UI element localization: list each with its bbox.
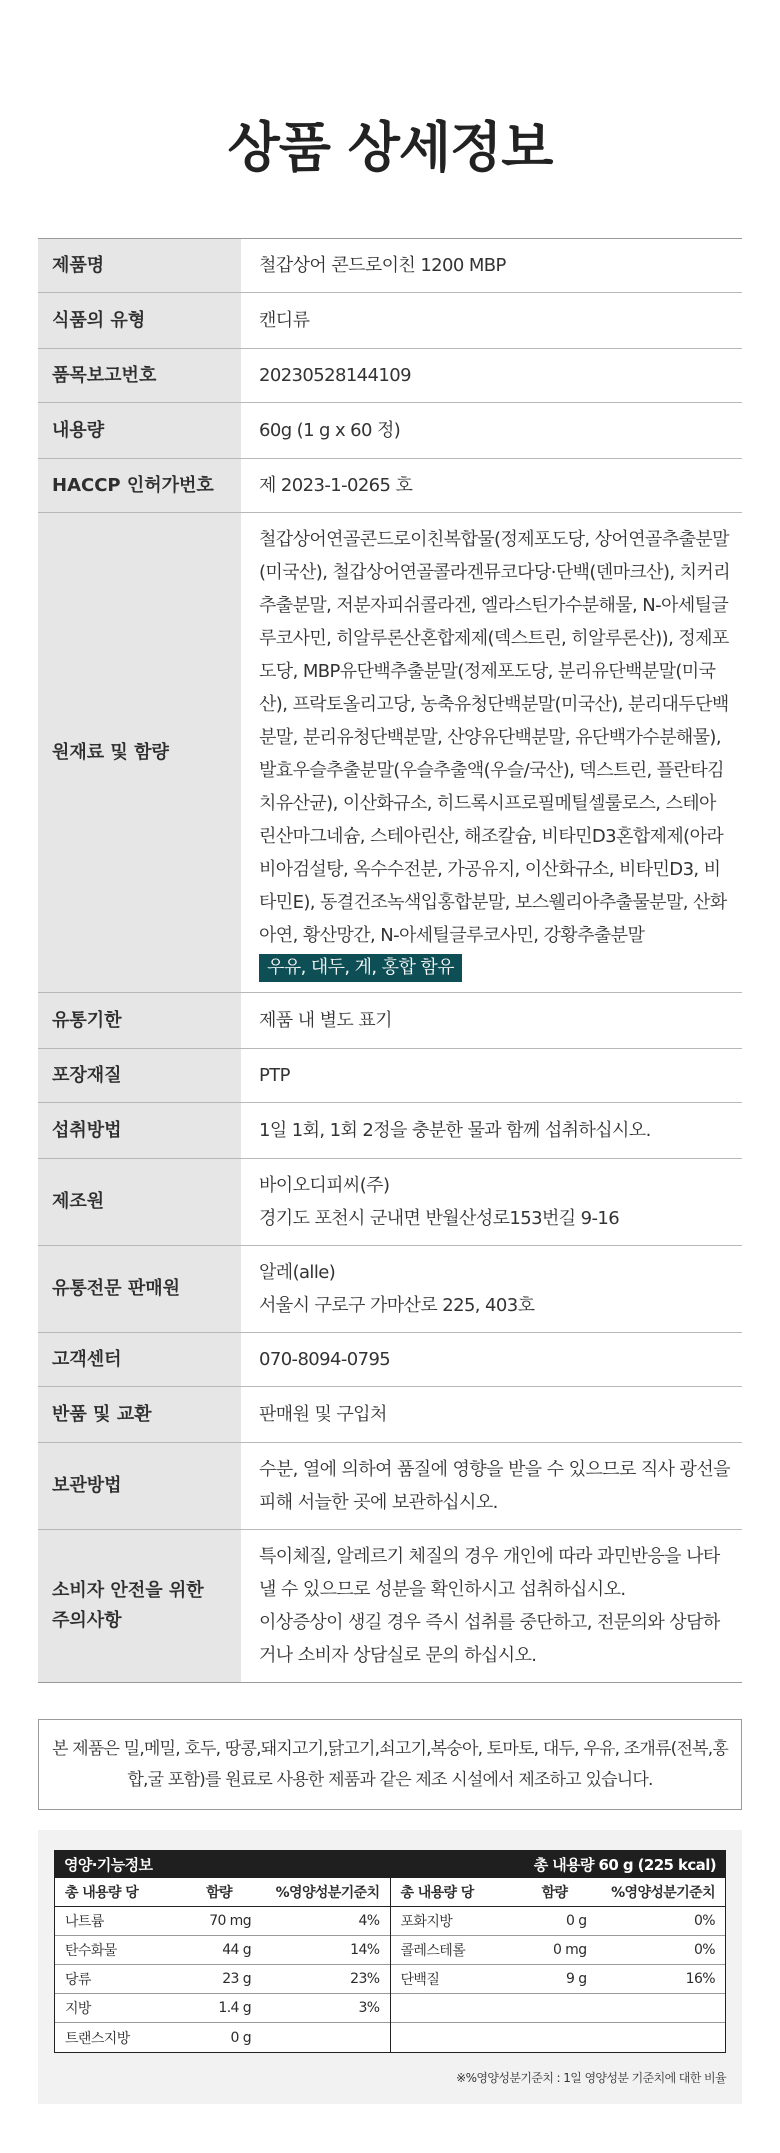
nutrition-footnote: ※%영양성분기준치 : 1일 영양성분 기준치에 대한 비율 [456, 2071, 726, 2085]
nutrient-amount: 23 g [222, 1971, 251, 1987]
nutrition-header-row [55, 1878, 390, 1907]
nutrient-amount: 1.4 g [218, 2000, 251, 2016]
spec-value: 제 2023-1-0265 호 [259, 475, 413, 496]
spec-label: 소비자 안전을 위한 주의사항 [38, 1530, 241, 1682]
nutrition-column-header: 총 내용량 당 [400, 1885, 474, 1901]
spec-value: 바이오디피씨(주) [259, 1175, 390, 1196]
nutrient-name: 당류 [65, 1972, 91, 1988]
nutrition-row [55, 1907, 390, 1936]
spec-row [38, 403, 742, 459]
nutrient-amount: 0 g [566, 1913, 587, 1929]
nutrition-column-header: 함량 [206, 1885, 232, 1901]
nutrient-name: 콜레스테롤 [400, 1943, 466, 1959]
product-spec-table [38, 238, 742, 1683]
nutrition-row [391, 1965, 726, 1994]
spec-value-cell [241, 1443, 742, 1529]
spec-value: 캔디류 [259, 310, 310, 331]
spec-value: 1일 1회, 1회 2정을 충분한 물과 함께 섭취하십시오. [259, 1120, 651, 1141]
spec-value: 철갑상어 콘드로이친 1200 MBP [259, 255, 506, 276]
spec-label: 제품명 [38, 239, 241, 292]
nutrient-daily-value: 23% [350, 1971, 380, 1987]
spec-value: PTP [259, 1065, 290, 1086]
nutrition-title: 영양·기능정보 [64, 1855, 153, 1874]
nutrient-amount: 0 mg [553, 1942, 587, 1958]
spec-value-cell [241, 1530, 742, 1682]
nutrition-total: 총 내용량 60 g (225 kcal) [533, 1855, 716, 1874]
spec-label: 포장재질 [38, 1049, 241, 1102]
spec-value-cell [241, 1103, 742, 1158]
spec-label: 내용량 [38, 403, 241, 458]
nutrient-name: 트랜스지방 [65, 2030, 130, 2047]
spec-row [38, 1246, 742, 1333]
spec-value-line2: 경기도 포천시 군내면 반월산성로153번길 9-16 [259, 1208, 620, 1229]
spec-label: 섭취방법 [38, 1103, 241, 1158]
nutrition-row [55, 1965, 390, 1994]
spec-row [38, 1159, 742, 1246]
nutrient-amount: 9 g [566, 1971, 587, 1987]
spec-value-cell [241, 349, 742, 402]
nutrition-header [54, 1850, 726, 1878]
spec-value-cell [241, 993, 742, 1048]
nutrient-name: 단백질 [400, 1972, 440, 1988]
spec-value: 20230528144109 [259, 365, 411, 386]
nutrition-row [55, 1936, 390, 1965]
nutrient-name: 나트륨 [65, 1914, 104, 1930]
spec-value-cell [241, 1159, 742, 1245]
nutrient-amount: 44 g [222, 1942, 251, 1958]
nutrition-row [391, 2023, 726, 2052]
spec-value: 판매원 및 구입처 [259, 1404, 387, 1425]
nutrient-daily-value: 3% [358, 2000, 380, 2016]
spec-label: 원재료 및 함량 [38, 513, 241, 992]
spec-value-cell [241, 1049, 742, 1102]
nutrient-daily-value: 0% [693, 1942, 715, 1958]
spec-row [38, 1443, 742, 1530]
spec-row [38, 513, 742, 993]
nutrition-column-right [390, 1878, 726, 2052]
nutrition-column-header: 함량 [541, 1885, 568, 1901]
spec-value-cell [241, 403, 742, 458]
spec-value-cell [241, 239, 742, 292]
nutrition-column-header: %영양성분기준치 [275, 1885, 380, 1901]
spec-value: 070-8094-0795 [259, 1349, 391, 1370]
spec-value-cell [241, 1246, 742, 1332]
spec-value: 수분, 열에 의하여 품질에 영향을 받을 수 있으므로 직사 광선을 피해 서늘한 곳에 보관하십시오. [259, 1459, 730, 1513]
spec-label: 유통전문 판매원 [38, 1246, 241, 1332]
nutrition-header-row [391, 1878, 726, 1907]
nutrition-row [55, 1994, 390, 2023]
nutrition-row [55, 2023, 390, 2052]
spec-label: 유통기한 [38, 993, 241, 1048]
spec-value: 60g (1 g x 60 정) [259, 420, 401, 441]
nutrition-table [54, 1878, 726, 2053]
allergy-notice: 본 제품은 밀,메밀, 호두, 땅콩,돼지고기,닭고기,쇠고기,복숭아, 토마토, 대두, 우유, 조개류(전복,홍합,굴 포함)를 원료로 사용한 제품과 같은 제조 시설에서 제조하고 있습니다. [38, 1719, 742, 1810]
spec-value: 특이체질, 알레르기 체질의 경우 개인에 따라 과민반응을 나타낼 수 있으므로 성분을 확인하시고 섭취하십시오. [259, 1546, 720, 1600]
spec-label: 식품의 유형 [38, 293, 241, 348]
spec-value-line2: 서울시 구로구 가마산로 225, 403호 [259, 1295, 535, 1316]
spec-value: 제품 내 별도 표기 [259, 1010, 392, 1031]
nutrition-column-header: %영양성분기준치 [611, 1885, 715, 1901]
spec-row [38, 349, 742, 403]
nutrient-amount: 0 g [230, 2029, 251, 2046]
spec-row [38, 239, 742, 293]
spec-label: 품목보고번호 [38, 349, 241, 402]
nutrition-row [391, 1936, 726, 1965]
spec-row [38, 293, 742, 349]
nutrition-row [391, 1994, 726, 2023]
spec-row [38, 1387, 742, 1443]
nutrient-amount: 70 mg [209, 1913, 251, 1929]
nutrient-name: 탄수화물 [65, 1943, 117, 1959]
spec-value-line2: 이상증상이 생길 경우 즉시 섭취를 중단하고, 전문의와 상담하거나 소비자 상담실로 문의 하십시오. [259, 1612, 720, 1666]
page-title: 상품 상세정보 [227, 116, 553, 179]
spec-value-cell [241, 1387, 742, 1442]
spec-row [38, 1333, 742, 1387]
nutrition-column-header: 총 내용량 당 [65, 1885, 139, 1901]
nutrition-panel [38, 1830, 742, 2104]
nutrient-daily-value: 16% [685, 1971, 715, 1987]
spec-row [38, 459, 742, 513]
nutrient-name: 지방 [65, 2001, 91, 2017]
spec-label: 제조원 [38, 1159, 241, 1245]
nutrient-daily-value: 0% [693, 1913, 715, 1929]
spec-label: 보관방법 [38, 1443, 241, 1529]
spec-value-cell [241, 513, 742, 992]
spec-row [38, 1049, 742, 1103]
spec-row [38, 993, 742, 1049]
nutrient-daily-value: 4% [358, 1913, 380, 1929]
spec-label: HACCP 인허가번호 [38, 459, 241, 512]
nutrient-daily-value: 14% [350, 1942, 380, 1958]
spec-value-cell [241, 459, 742, 512]
spec-label: 고객센터 [38, 1333, 241, 1386]
spec-row [38, 1530, 742, 1683]
nutrition-column-left [55, 1878, 390, 2052]
allergen-badge: 우유, 대두, 게, 홍합 함유 [259, 954, 462, 982]
nutrition-row [391, 1907, 726, 1936]
nutrient-name: 포화지방 [400, 1914, 453, 1930]
spec-row [38, 1103, 742, 1159]
spec-value-cell [241, 1333, 742, 1386]
spec-value-cell [241, 293, 742, 348]
spec-label: 반품 및 교환 [38, 1387, 241, 1442]
spec-value: 철갑상어연골콘드로이친복합물(정제포도당, 상어연골추출분말(미국산), 철갑상어연골콜라겐뮤코다당·단백(덴마크산), 치커리추출분말, 저분자피쉬콜라겐, 엘라스틴가수분해물, N-아세틸글루코사민, 히알루론산혼합제제(덱스트린, 히알루론산)), 정제포도당, MBP유단백추출분말(정제포도당, 분리유단백분말(미국산), 프락토올리고당, 농축유청단백분말(미국산), 분리대두단백분말, 분리유청단백분말, 산양유단백분말, 유단백가수분해물), 발효우슬추출분말(우슬추출액(우슬/국산), 덱스트린, 플란타김치유산균), 이산화규소, 히드록시프로필메틸셀룰로스, 스테아린산마그네슘, 스테아린산, 해조칼슘, 비타민D3혼합제제(아라비아검설탕, 옥수수전분, 가공유지, 이산화규소, 비타민D3, 비타민E), 동결건조녹색입홍합분말, 보스웰리아추출물분말, 산화아연, 황산망간, N-아세틸글루코사민, 강황추출분말 [259, 529, 730, 946]
spec-value: 알레(alle) [259, 1262, 336, 1283]
